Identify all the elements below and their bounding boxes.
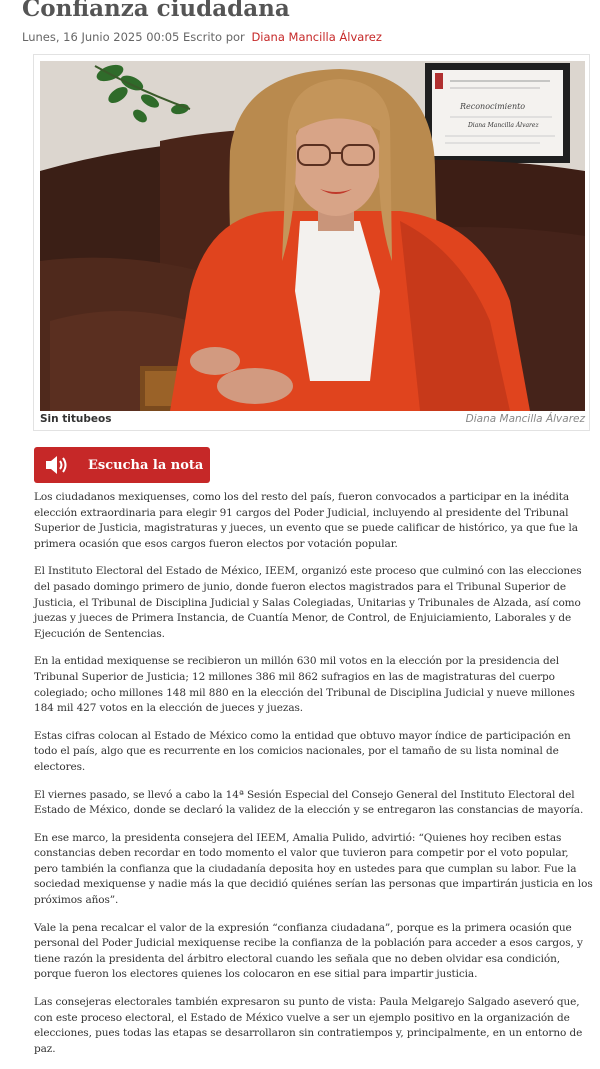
speaker-icon <box>44 454 70 476</box>
svg-text:Diana Mancilla Álvarez: Diana Mancilla Álvarez <box>468 122 539 129</box>
svg-text:Reconocimiento: Reconocimiento <box>460 102 526 111</box>
article-figure <box>33 54 590 431</box>
article-paragraph: Vale la pena recalcar el valor de la expresión “confianza ciudadana”, porque es la primera ocasión que personal del Poder Judicial mexiquense recibe la confianza de la población para acceder a esos cargos, y tiene razón la presidenta del árbitro electoral cuando les señala que no deben olvidar esa condición, porque fueron los electores quienes los colocaron en ese sitial para impartir justicia. <box>34 921 583 981</box>
article-body <box>34 490 594 1069</box>
author-link[interactable]: Diana Mancilla Álvarez <box>251 30 382 44</box>
article-title: Confianza ciudadana <box>22 0 290 22</box>
photo-credit: Diana Mancilla Álvarez <box>465 413 585 425</box>
listen-article-button[interactable] <box>34 447 210 483</box>
article-paragraph: Los ciudadanos mexiquenses, como los del resto del país, fueron convocados a participar en la inédita elección extraordinaria para elegir 91 cargos del Poder Judicial, incluyendo al presidente del Tribunal Superior de Justicia, magistraturas y jueces, un evento que se puede calificar de histórico, ya que fue la primera ocasión que esos cargos fueron electos por votación popular. <box>34 491 578 550</box>
caption-text: Sin titubeos <box>40 413 112 425</box>
article-paragraph: El Instituto Electoral del Estado de México, IEEM, organizó este proceso que culminó con las elecciones del pasado domingo primero de junio, donde fueron electos magistrados para el Tribunal Superior de Justicia, el Tribunal de Disciplina Judicial y Salas Colegiadas, Unitarias y Tribunales de Alzada, así como juezas y jueces de Primera Instancia, de Cuantía Menor, de Control, de Enjuiciamiento, Laborales y de Ejecución de Sentencias. <box>34 565 582 640</box>
article-meta <box>22 30 582 44</box>
article-paragraph: En la entidad mexiquense se recibieron un millón 630 mil votos en la elección por la presidencia del Tribunal Superior de Justicia; 12 millones 386 mil 862 sufragios en las de magistraturas del cuerpo colegiado; ocho millones 148 mil 880 en la elección del Tribunal de Disciplina Judicial y nueve millones 184 mil 427 votos en la elección de jueces y juezas. <box>34 655 575 715</box>
article-date: Lunes, 16 Junio 2025 00:05 Escrito por <box>22 30 245 44</box>
article-paragraph: El viernes pasado, se llevó a cabo la 14ª Sesión Especial del Consejo General del Instituto Electoral del Estado de México, donde se declaró la validez de la elección y se entregaron las constancias de mayoría. <box>34 788 584 817</box>
photo-caption <box>40 413 585 429</box>
certificate-frame <box>425 63 570 163</box>
article-paragraph: En ese marco, la presidenta consejera del IEEM, Amalia Pulido, advirtió: “Quienes hoy reciben estas constancias deben recordar en todo momento el valor que tuvieron para competir por el voto popular, pero también la confianza que la ciudadanía deposita hoy en ustedes para que cumplan su labor. Fue la sociedad mexiquense y nadie más la que decidió quiénes serían las personas que impartirán justicia en los próximos años”. <box>34 831 593 907</box>
article-photo <box>40 61 585 411</box>
listen-button-label: Escucha la nota <box>88 457 204 473</box>
article-paragraph: Las consejeras electorales también expresaron su punto de vista: Paula Melgarejo Salgado aseveró que, con este proceso electoral, el Estado de México vuelve a ser un ejemplo positivo en la organización de elecciones, pues todas las etapas se desarrollaron sin contratiempos y, principalmente, en un entorno de paz. <box>34 996 583 1055</box>
article-paragraph: Estas cifras colocan al Estado de México como la entidad que obtuvo mayor índice de participación en todo el país, algo que es recurrente en los comicios nacionales, por el tamaño de su lista nominal de electores. <box>34 729 571 773</box>
